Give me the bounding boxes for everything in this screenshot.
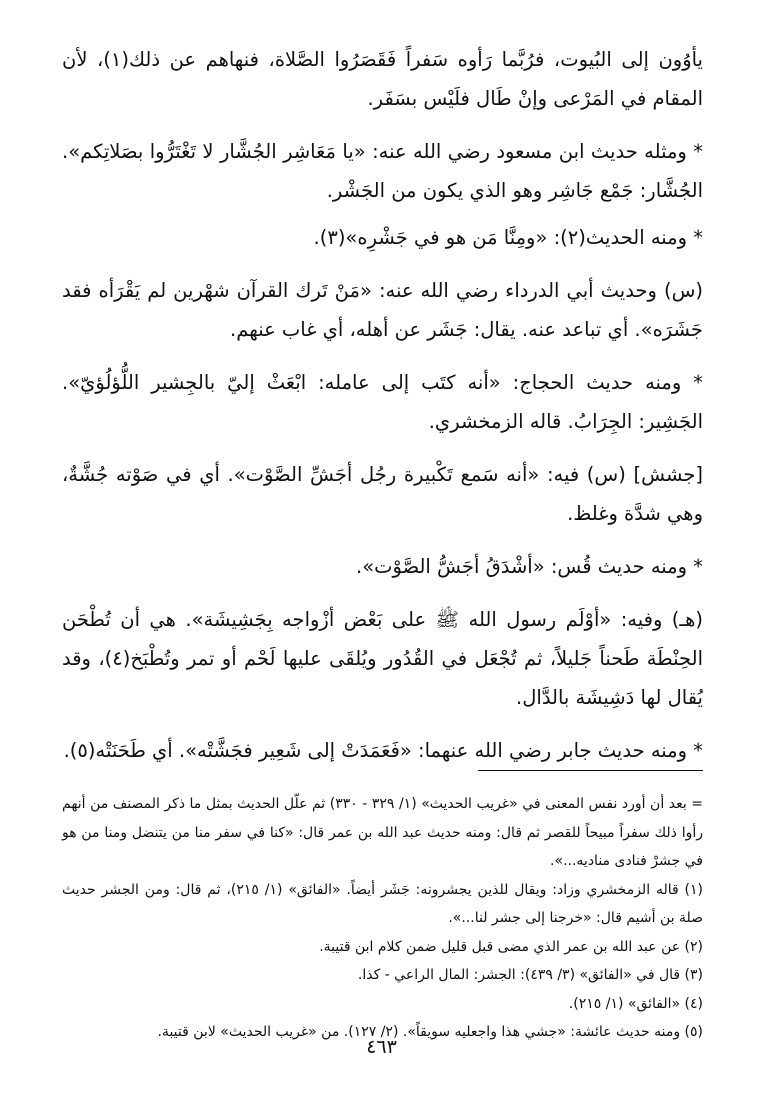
paragraph: * ومنه حديث الحجاج: «أنه كتَب إلى عامله: ابْعَثْ إليّ بالجِشير اللُّؤلُؤيّ». الجَشِير: الجِرَابُ. قاله الزمخشري. <box>62 371 703 433</box>
page-number: ٤٦٣ <box>366 1036 397 1058</box>
paragraph: * ومنه الحديث(٢): «ومِنَّا مَن هو في جَشْرِه»(٣). <box>313 226 703 249</box>
footnotes <box>62 790 703 1047</box>
paragraph: (هـ) وفيه: «أوْلَم رسول الله ﷺ على بَعْض أزْواجه بِجَشِيشَة». هي أن تُطْحَن الحِنْطَة طَحناً جَليلاً، ثم تُجْعَل في القُدُور ويُلقَى عليها لَحْم أو تمر وتُطْبَخ(٤)، وقد يُقال لها دَشِيشَة بالدَّال. <box>62 608 703 709</box>
footnote: (٣) قال في «الفائق» (٣/ ٤٣٩): الجشر: المال الراعي - كذا. <box>357 967 703 983</box>
footnote: (٢) عن عبد الله بن عمر الذي مضى قبل قليل ضمن كلام ابن قتيبة. <box>319 938 703 955</box>
footnote: (١) قاله الزمخشري وزاد: ويقال للذين يجشرونه: جَشَر أيضاً. «الفائق» (١/ ٢١٥)، ثم قال: ومن الجشر حديث صلة بن أشيم قال: «خرجنا إلى جشر لنا...». <box>62 881 704 926</box>
paragraph: [جشش] (س) فيه: «أنه سَمع تَكْبيرة رجُل أجَشِّ الصَّوْت». أي في صَوْته جُشَّةٌ، وهي شدَّة وغلظ. <box>62 463 703 525</box>
footnote: (٥) ومنه حديث عائشة: «جشي هذا واجعليه سويقاً». (٢/ ١٢٧). من «غريب الحديث» لابن قتيبة. <box>157 1024 703 1040</box>
paragraph: * ومنه حديث جابر رضي الله عنهما: «فَعَمَدَتْ إلى شَعِير فجَشَّتْه». أي طَحَنَتْه(٥). <box>63 739 703 762</box>
footnote: = بعد أن أورد نفس المعنى في «غريب الحديث» (١/ ٣٢٩ - ٣٣٠) ثم علّل الحديث بمثل ما ذكر المصنف من أنهم رأوا ذلك سفراً مبيحاً للقصر ثم قال: ومنه حديث عبد الله بن عمر قال: «كنا في سفر منا من يتنضل ومنا من هو في جشرْ فنادى مناديه...». <box>62 796 704 869</box>
paragraph: * ومنه حديث قُس: «أشْدَقُ أجَشُّ الصَّوْت». <box>356 555 703 578</box>
main-text <box>62 40 703 770</box>
footnote: (٤) «الفائق» (١/ ٢١٥). <box>568 995 703 1012</box>
paragraph: (س) وحديث أبي الدرداء رضي الله عنه: «مَنْ تَرك القرآن شهْرين لم يَقْرَأه فقد جَشَرَه». أي تباعد عنه. يقال: جَشَر عن أهله، أي غاب عنهم. <box>62 279 703 341</box>
footnote-divider <box>478 770 703 771</box>
paragraph: * ومثله حديث ابن مسعود رضي الله عنه: «يا مَعَاشِر الجُشَّار لا تَغْتَرُّوا بصَلاتِكم». الجُشَّار: جَمْع جَاشِر وهو الذي يكون من الجَشْر. <box>62 140 703 202</box>
paragraph: يأوُون إلى البُيوت، فرُبَّما رَأوه سَفراً فَقَصَرُوا الصَّلاة، فنهاهم عن ذلك(١)، لأن المقام في المَرْعى وإنْ طَال فلَيْس بسَفَر. <box>62 48 703 110</box>
